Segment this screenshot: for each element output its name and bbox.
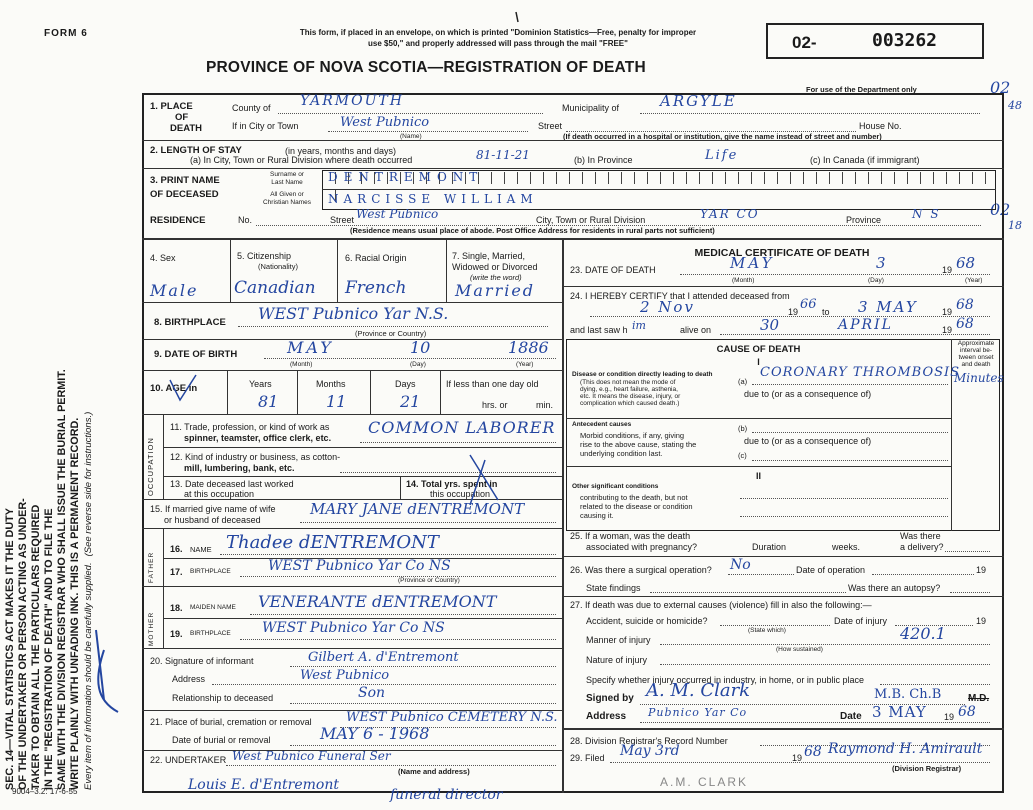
saw-him-value: im (632, 319, 646, 332)
manner-label: Manner of injury (586, 635, 651, 645)
stay-hint: (in years, months and days) (285, 146, 397, 156)
citizenship-label: 5. Citizenship (237, 251, 292, 261)
roman-one: I (757, 357, 760, 367)
reg-prefix: 02- (792, 33, 817, 52)
surname-label-2: Last Name (271, 179, 303, 186)
q11-label-2: spinner, teamster, office clerk, etc. (184, 433, 332, 443)
burial-date-label: Date of burial or removal (172, 735, 271, 745)
name-cell (843, 172, 856, 184)
print-name-label: 3. PRINT NAME (150, 175, 220, 186)
cause-title: CAUSE OF DEATH (716, 344, 801, 355)
delivery-label-1: Was there (900, 531, 941, 541)
attended-to-year: 68 (956, 297, 974, 313)
res-city-label: City, Town or Rural Division (536, 215, 646, 225)
date-op-year: 19 (976, 565, 987, 575)
filed-year-prefix: 19 (792, 753, 803, 763)
name-cell (869, 172, 882, 184)
q22-label: 22. UNDERTAKER (150, 755, 227, 765)
informant-value: Gilbert A. d'Entremont (308, 650, 459, 665)
place-of-label: OF (175, 112, 189, 123)
death-year-prefix: 19 (942, 265, 953, 275)
registration-number: 003262 (872, 30, 938, 51)
age-months-label: Months (316, 379, 346, 389)
attended-to-year-prefix: 19 (942, 307, 953, 317)
residence-label: RESIDENCE (150, 215, 206, 226)
page-title: PROVINCE OF NOVA SCOTIA—REGISTRATION OF DEATH (206, 59, 646, 76)
age-months-value: 11 (326, 392, 347, 411)
q27-label: 27. If death was due to external causes (violence) fill in also the following:— (570, 600, 872, 610)
age-days-value: 21 (400, 392, 421, 411)
medical-certificate-title: MEDICAL CERTIFICATE OF DEATH (694, 247, 870, 259)
date-op-label: Date of operation (796, 565, 866, 575)
q25-label-2: associated with pregnancy? (586, 542, 698, 552)
name-cell (687, 172, 700, 184)
father-bp-hint: (Province or Country) (398, 577, 460, 584)
alive-year-value: 68 (956, 316, 974, 332)
side-line-6: WRITE PLAINLY WITH UNFADING INK. THIS IS A PERMANENT RECORD. (69, 417, 81, 790)
relationship-value: Son (358, 685, 386, 701)
birthplace-hint: (Province or Country) (355, 329, 427, 338)
name-cell (973, 172, 986, 184)
death-year-value: 68 (956, 254, 976, 272)
dept-use-label: For use of the Department only (806, 85, 917, 94)
hospital-note: (If death occurred in a hospital or institution, give the name instead of street and number) (563, 132, 882, 141)
antecedent-4: underlying condition last. (580, 449, 663, 458)
side-line-2: OF THE UNDERTAKER OR PERSON ACTING AS UNDER- (17, 498, 29, 790)
marital-value: Married (455, 281, 536, 300)
q17-num: 17. (170, 567, 183, 577)
marital-hint: (write the word) (470, 273, 522, 282)
name-cell (804, 172, 817, 184)
side-line-7b: (See reverse side for instructions.) (83, 411, 94, 557)
dob-year-hint: (Year) (516, 361, 534, 368)
city-label: If in City or Town (232, 121, 299, 131)
q28-label: 28. Division Registrar's Record Number (570, 736, 728, 746)
surgery-value: No (730, 557, 751, 573)
approx-4: and death (961, 361, 991, 368)
mailing-notice-1: This form, if placed in an envelope, on which is printed "Dominion Statistics—Free, penalty for improper (299, 28, 697, 37)
res-no-label: No. (238, 215, 253, 225)
registrar-value: Raymond H. Amirault (828, 741, 983, 757)
bottom-signature: Louis E. d'Entremont (188, 777, 339, 793)
sig-address-value: Pubnico Yar Co (648, 706, 748, 719)
mother-label: MOTHER (148, 611, 155, 646)
q15-label-2: or husband of deceased (164, 515, 261, 525)
res-province-label: Province (846, 215, 882, 225)
sex-label: 4. Sex (150, 253, 176, 263)
interval-value: Minutes (954, 371, 1004, 385)
q12-label-1: 12. Kind of industry or business, as cotton- (170, 452, 341, 462)
cause-b-label: (b) (738, 424, 748, 433)
side-line-1: SEC. 14—VITAL STATISTICS ACT MAKES IT THE DUTY (4, 508, 16, 790)
dob-year-value: 1886 (508, 338, 549, 357)
sig-address-label: Address (586, 711, 627, 722)
q14-label-1: 14. Total yrs. spent in (406, 479, 498, 489)
name-cell (648, 172, 661, 184)
cause-value: CORONARY THROMBOSIS (760, 365, 961, 380)
father-bp-value: WEST Pubnico Yar Co NS (268, 558, 451, 574)
name-cell (791, 172, 804, 184)
res-city-value: YAR CO (700, 207, 760, 221)
res-street-label: Street (330, 215, 355, 225)
mother-name-value: VENERANTE dENTREMONT (258, 592, 497, 611)
name-cell (713, 172, 726, 184)
place-death-label: DEATH (170, 123, 203, 134)
name-cell (908, 172, 921, 184)
father-label: FATHER (148, 551, 155, 583)
res-province-value: N S (912, 207, 941, 221)
marital-label-1: 7. Single, Married, (452, 251, 526, 261)
name-cell (817, 172, 830, 184)
given-label-2: Christian Names (262, 199, 312, 206)
q16-name-label: NAME (190, 545, 212, 554)
attended-from-year: 66 (800, 297, 817, 312)
age-days-label: Days (395, 379, 416, 389)
father-name-value: Thadee dENTREMONT (226, 532, 439, 553)
q18-name-label: MAIDEN NAME (190, 604, 236, 611)
registrar-hint: (Division Registrar) (892, 764, 962, 773)
city-value: West Pubnico (340, 115, 430, 130)
dob-month-value: MAY (287, 338, 334, 357)
sig-year-value: 68 (958, 704, 976, 720)
given-value: NARCISSE WILLIAM (328, 192, 538, 206)
age-years-value: 81 (258, 392, 279, 411)
side-line-4: IN THE "REGISTRATION OF DEATH" AND TO FILE THE (43, 508, 55, 790)
sig-date-value: 3 MAY (872, 703, 927, 721)
antecedent-2: Morbid conditions, if any, giving (580, 431, 685, 440)
name-cell (622, 172, 635, 184)
date-injury-label: Date of injury (834, 616, 888, 626)
of-deceased-label: OF DECEASED (150, 189, 219, 200)
name-cell (674, 172, 687, 184)
side-line-5: SAME WITH THE DIVISION REGISTRAR WHO SHALL ISSUE THE BURIAL PERMIT. (56, 369, 68, 790)
other-4: causing it. (580, 511, 614, 520)
cause-c-label: (c) (738, 451, 747, 460)
q23-label: 23. DATE OF DEATH (570, 265, 656, 275)
delivery-label-2: a delivery? (900, 542, 944, 552)
q15-label-1: 15. If married give name of wife (150, 504, 276, 514)
bottom-signature-2: funeral director (390, 787, 503, 803)
q16-num: 16. (170, 544, 183, 554)
burial-place-value: WEST Pubnico CEMETERY N.S. (346, 710, 558, 725)
signed-by-value: A. M. Clark (646, 680, 751, 701)
given-label-1: All Given or (270, 191, 304, 198)
accident-label: Accident, suicide or homicide? (586, 616, 708, 626)
attended-from-year-prefix: 19 (788, 307, 799, 317)
name-cell (739, 172, 752, 184)
stay-b-value: Life (705, 148, 739, 163)
findings-label: State findings (586, 583, 641, 593)
name-hint: (Name) (400, 133, 422, 140)
disease-label-2: (This does not mean the mode of (580, 379, 676, 386)
surname-value: DENTREMONT (328, 170, 484, 184)
disease-label-1: Disease or condition directly leading to death (572, 371, 713, 378)
stay-a-label: (a) In City, Town or Rural Division where death occurred (190, 155, 413, 165)
approx-2: interval be- (959, 347, 993, 354)
alive-day-value: 30 (760, 316, 780, 334)
approx-1: Approximate (957, 340, 995, 347)
instructions-side-text (4, 369, 95, 790)
dob-day-value: 10 (410, 338, 431, 357)
municipality-label: Municipality of (562, 103, 620, 113)
weeks-label: weeks. (832, 542, 861, 552)
due-to-1: due to (or as a consequence of) (744, 389, 872, 399)
dept-code-1b: 48 (1008, 99, 1022, 112)
res-street-value: West Pubnico (356, 207, 439, 221)
dept-code-2b: 18 (1008, 219, 1022, 232)
name-cell (596, 172, 609, 184)
citizenship-value: Canadian (234, 278, 316, 298)
name-cell (830, 172, 843, 184)
to-label-1: to (822, 307, 830, 317)
informant-address-label: Address (172, 674, 206, 684)
q14-label-2: this occupation (430, 489, 491, 499)
length-stay-label: 2. LENGTH OF STAY (150, 145, 242, 156)
md-label: M.D. (968, 693, 990, 704)
nature-label: Nature of injury (586, 655, 648, 665)
birthplace-value: WEST Pubnico Yar N.S. (258, 304, 449, 323)
attended-to-value: 3 MAY (858, 298, 918, 316)
min-label: min. (536, 400, 554, 410)
other-2: contributing to the death, but not (580, 493, 688, 502)
racial-label: 6. Racial Origin (345, 253, 407, 263)
hrs-label: hrs. or (482, 400, 508, 410)
name-cell (531, 172, 544, 184)
autopsy-label: Was there an autopsy? (848, 583, 941, 593)
undertaker-value: West Pubnico Funeral Ser (232, 749, 391, 763)
name-cell (960, 172, 973, 184)
death-month-hint: (Month) (732, 277, 755, 284)
informant-address-value: West Pubnico (300, 668, 390, 683)
name-cell (635, 172, 648, 184)
attended-from-value: 2 Nov (640, 298, 695, 316)
dept-code-1: 02 (990, 78, 1011, 97)
alive-year-prefix: 19 (942, 325, 953, 335)
res-note: (Residence means usual place of abode. Post Office Address for residents in rural parts not sufficient) (350, 226, 715, 235)
sex-value: Male (150, 281, 199, 300)
q13-label-2: at this occupation (184, 489, 255, 499)
duration-label: Duration (752, 542, 787, 552)
alive-on-label: alive on (680, 325, 712, 335)
trade-value: COMMON LABORER (368, 418, 556, 437)
surname-label-1: Surname or (270, 171, 304, 178)
municipality-value: ARGYLE (660, 92, 737, 110)
name-cell (570, 172, 583, 184)
birthplace-label: 8. BIRTHPLACE (154, 317, 226, 328)
dob-month-hint: (Month) (290, 361, 313, 368)
specify-label: Specify whether injury occurred in industry, in home, or in public place (586, 675, 864, 685)
q24-label: 24. I HEREBY CERTIFY that I attended deceased from (570, 291, 790, 301)
stay-c-label: (c) In Canada (if immigrant) (810, 155, 920, 165)
undertaker-hint: (Name and address) (398, 767, 470, 776)
dob-day-hint: (Day) (410, 361, 426, 368)
name-cell (947, 172, 960, 184)
form-code: 9004–3.2: 17-6-55 (12, 787, 78, 796)
approx-3: tween onset (958, 354, 994, 361)
name-cell (505, 172, 518, 184)
q26-label: 26. Was there a surgical operation? (570, 565, 712, 575)
mailing-notice-2: use $50," and properly addressed will pass through the mail "FREE" (368, 39, 628, 48)
dob-label: 9. DATE OF BIRTH (154, 349, 238, 360)
house-no-label: House No. (859, 121, 902, 131)
name-cell (583, 172, 596, 184)
dept-code-2: 02 (990, 200, 1011, 219)
death-month-value: MAY (730, 254, 775, 272)
name-cell (921, 172, 934, 184)
marital-label-2: Widowed or Divorced (452, 262, 538, 272)
spouse-value: MARY JANE dENTREMONT (310, 500, 525, 518)
filed-year-value: 68 (804, 744, 822, 760)
name-cell (856, 172, 869, 184)
county-value: YARMOUTH (300, 93, 404, 109)
side-line-3: TAKER TO OBTAIN ALL THE PARTICULARS REQUIRED (30, 504, 42, 790)
disease-label-5: complication which caused death.) (580, 400, 680, 407)
street-label: Street (538, 121, 563, 131)
q25-label-1: 25. If a woman, was the death (570, 531, 691, 541)
death-year-hint: (Year) (965, 277, 983, 284)
name-cell (661, 172, 674, 184)
other-1: Other significant conditions (572, 483, 659, 490)
name-cell (882, 172, 895, 184)
sig-date-label: Date (840, 711, 862, 722)
nationality-hint: (Nationality) (258, 262, 299, 271)
date-injury-year: 19 (976, 616, 987, 626)
state-which-hint: (State which) (748, 627, 786, 634)
signed-title-value: M.B. Ch.B (874, 687, 942, 702)
q11-label-1: 11. Trade, profession, or kind of work as (170, 422, 330, 432)
name-cell (609, 172, 622, 184)
disease-label-4: etc. It means the disease, injury, or (580, 393, 681, 400)
racial-value: French (345, 278, 407, 298)
q13-label-1: 13. Date deceased last worked (170, 479, 294, 489)
name-cell (778, 172, 791, 184)
q17-bp-label: BIRTHPLACE (190, 568, 231, 575)
q12-label-2: mill, lumbering, bank, etc. (184, 463, 295, 473)
injury-code-value: 420.1 (900, 624, 946, 643)
mother-bp-value: WEST Pubnico Yar Co NS (262, 620, 445, 636)
form-label: FORM 6 (44, 28, 88, 39)
antecedent-3: rise to the above cause, stating the (580, 440, 697, 449)
name-cell (895, 172, 908, 184)
antecedent-1: Antecedent causes (572, 421, 632, 428)
alive-month-value: APRIL (838, 317, 893, 333)
doctor-stamp: A.M. CLARK (660, 775, 749, 789)
age-years-label: Years (249, 379, 272, 389)
death-day-value: 3 (876, 254, 886, 272)
q21-label: 21. Place of burial, cremation or removal (150, 717, 312, 727)
name-cell (544, 172, 557, 184)
burial-date-value: MAY 6 - 1968 (320, 724, 430, 743)
stay-a-value: 81-11-21 (476, 148, 530, 162)
q18-num: 18. (170, 603, 183, 613)
name-cell (518, 172, 531, 184)
side-line-7: Every item of information should be carefully supplied. (83, 562, 94, 790)
roman-two: II (755, 471, 761, 481)
occupation-label: OCCUPATION (146, 437, 155, 496)
name-cell (700, 172, 713, 184)
name-cell (765, 172, 778, 184)
q29-label: 29. Filed (570, 753, 605, 763)
other-3: related to the disease or condition (580, 502, 693, 511)
q20-label: 20. Signature of informant (150, 656, 254, 666)
name-cell (492, 172, 505, 184)
name-cell (934, 172, 947, 184)
last-saw-label: and last saw h (570, 325, 628, 335)
sig-year-prefix: 19 (944, 712, 955, 722)
how-sustained-hint: (How sustained) (776, 646, 823, 653)
age-less-label: If less than one day old (446, 379, 539, 389)
disease-label-3: dying, e.g., heart failure, asthenia, (580, 386, 678, 393)
name-cell (557, 172, 570, 184)
due-to-2: due to (or as a consequence of) (744, 436, 872, 446)
cause-a-label: (a) (738, 377, 748, 386)
county-label: County of (232, 103, 271, 113)
stay-b-label: (b) In Province (574, 155, 633, 165)
name-cell (752, 172, 765, 184)
q19-bp-label: BIRTHPLACE (190, 630, 231, 637)
place-label: 1. PLACE (150, 101, 193, 112)
filed-value: May 3rd (620, 743, 680, 759)
q19-num: 19. (170, 629, 183, 639)
death-day-hint: (Day) (868, 277, 884, 284)
relationship-label: Relationship to deceased (172, 693, 274, 703)
age-label: 10. AGE in (150, 383, 198, 394)
name-cell (726, 172, 739, 184)
signed-by-label: Signed by (586, 693, 634, 704)
